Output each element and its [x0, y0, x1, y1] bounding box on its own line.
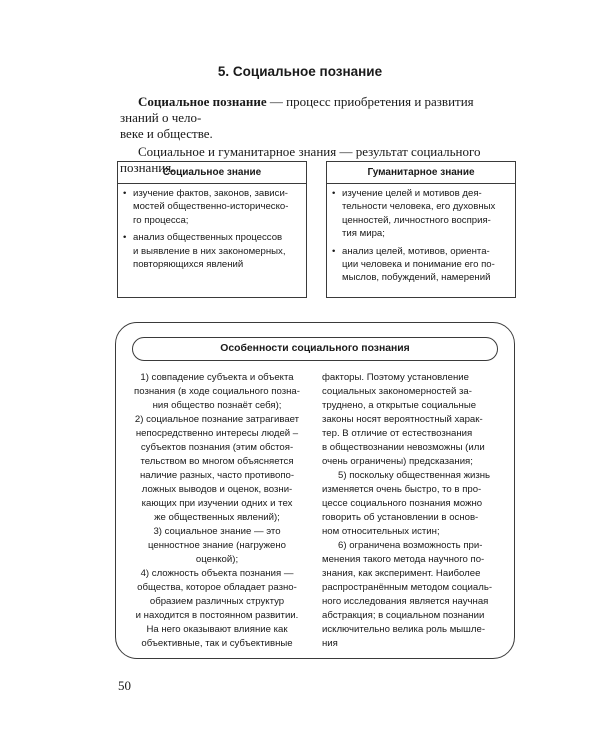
list-item — [332, 245, 511, 285]
list-item-line: ценностей, личностного восприя- — [342, 214, 491, 226]
intro-paragraph-2: Социальное и гуманитарное знания — результат социального познания. — [120, 144, 481, 175]
feature-line: исключительно велика роль мышле- — [322, 624, 486, 635]
feature-line: менения такого метода научного по- — [322, 554, 485, 565]
feature-line: цессе социального познания можно — [322, 498, 483, 509]
features-frame — [115, 322, 515, 659]
bullet-icon: • — [123, 188, 127, 199]
feature-line: изменяется очень быстро, то в про- — [322, 484, 482, 495]
feature-line: непосредственно интересы людей – — [135, 428, 299, 439]
features-left-column — [126, 371, 308, 651]
feature-line: ном относительных истин; — [322, 526, 440, 537]
feature-line: труднено, а открытые социальные — [322, 400, 477, 411]
intro-definition-line-2: веке и обществе. — [120, 126, 213, 141]
feature-line: в обществознании невозможны (или — [322, 442, 485, 453]
bullet-icon: • — [123, 232, 127, 244]
feature-line: факторы. Поэтому установление — [322, 372, 469, 383]
bullet-icon: • — [332, 245, 336, 257]
feature-line: оценкой); — [195, 554, 239, 565]
list-item-line: тия мира; — [342, 228, 385, 240]
list-item-line: мостей общественно-историческо- — [133, 201, 289, 213]
list-item — [123, 187, 302, 227]
feature-line: субъектов познания (этим обстоя- — [140, 442, 294, 453]
humanitarian-knowledge-box — [326, 161, 516, 298]
intro-definition-line-1: — процесс приобретения и развития знаний о чело- — [120, 94, 474, 125]
social-knowledge-list — [118, 184, 306, 271]
feature-line: общества, которое обладает разно- — [137, 582, 297, 593]
feature-line: наличие разных, часто противопо- — [139, 470, 295, 481]
feature-line: ного исследования является научная — [322, 596, 489, 607]
humanitarian-knowledge-heading: Гуманитарное знание — [327, 162, 515, 184]
list-item-line: мыслов, побуждений, намерений — [342, 272, 491, 284]
list-item-line: и выявление в них закономерных, — [133, 245, 286, 257]
feature-line: 4) сложность объекта познания — — [140, 568, 294, 579]
feature-line: тельством во многом объясняется — [140, 456, 294, 467]
feature-line: очень ограничены) предсказания; — [322, 456, 473, 467]
feature-line: ния общество познаёт себя); — [152, 400, 282, 411]
list-item — [332, 187, 511, 241]
feature-line: ния — [322, 638, 338, 649]
feature-line: 6) ограничена возможность при- — [338, 540, 483, 551]
feature-line: ценностное знание (нагружено — [147, 540, 287, 551]
list-item-line: го процесса; — [133, 214, 189, 226]
list-item-line: тельности человека, его духовных — [342, 201, 496, 213]
feature-line: 2) социальное познание затрагивает — [134, 414, 300, 425]
feature-line: кающих при изучении одних и тех — [141, 498, 293, 509]
feature-line: же общественных явлений); — [154, 512, 280, 523]
feature-line: тер. В отличие от естествознания — [322, 428, 473, 439]
list-item-line: анализ целей, мотивов, ориента- — [342, 245, 490, 257]
features-right-column — [322, 371, 504, 651]
feature-line: ложных выводов и оценок, возни- — [141, 484, 293, 495]
feature-line: говорить об установлении в основ- — [322, 512, 479, 523]
page-number: 50 — [118, 678, 131, 693]
feature-line: социальных закономерностей за- — [322, 386, 472, 397]
feature-line: знания, как эксперимент. Наиболее — [322, 568, 481, 579]
features-title: Особенности социального познания — [132, 337, 498, 361]
list-item-line: повторяющихся явлений — [133, 259, 244, 271]
section-title: 5. Социальное познание — [217, 64, 383, 79]
feature-line: 5) поскольку общественная жизнь — [338, 470, 491, 481]
feature-line: распространённым методом социаль- — [322, 582, 493, 593]
list-item-line: изучение целей и мотивов дея- — [342, 188, 482, 199]
list-item-line: изучение фактов, законов, зависи- — [133, 188, 288, 199]
intro-paragraph-1 — [120, 94, 490, 126]
bullet-icon: • — [332, 188, 336, 199]
feature-line: 3) социальное знание — это — [153, 526, 281, 537]
feature-line: 1) совпадение субъекта и объекта — [140, 372, 294, 383]
list-item-line: анализ общественных процессов — [133, 232, 283, 244]
intro-term: Социальное познание — [138, 94, 267, 109]
feature-line: объективные, так и субъективные — [141, 638, 293, 649]
feature-line: и находится в постоянном развитии. — [135, 610, 299, 621]
feature-line: познания (в ходе социального позна- — [134, 386, 300, 397]
feature-line: На него оказывают влияние как — [146, 624, 288, 635]
feature-line: образием различных структур — [149, 596, 285, 607]
list-item-line: ции человека и понимание его по- — [342, 259, 495, 271]
feature-line: законы носят вероятностный харак- — [322, 414, 483, 425]
social-knowledge-heading: Социальное знание — [118, 162, 306, 184]
feature-line: абстракция; в социальном познании — [322, 610, 485, 621]
list-item — [123, 231, 302, 271]
social-knowledge-box — [117, 161, 307, 298]
humanitarian-knowledge-list — [327, 184, 515, 285]
